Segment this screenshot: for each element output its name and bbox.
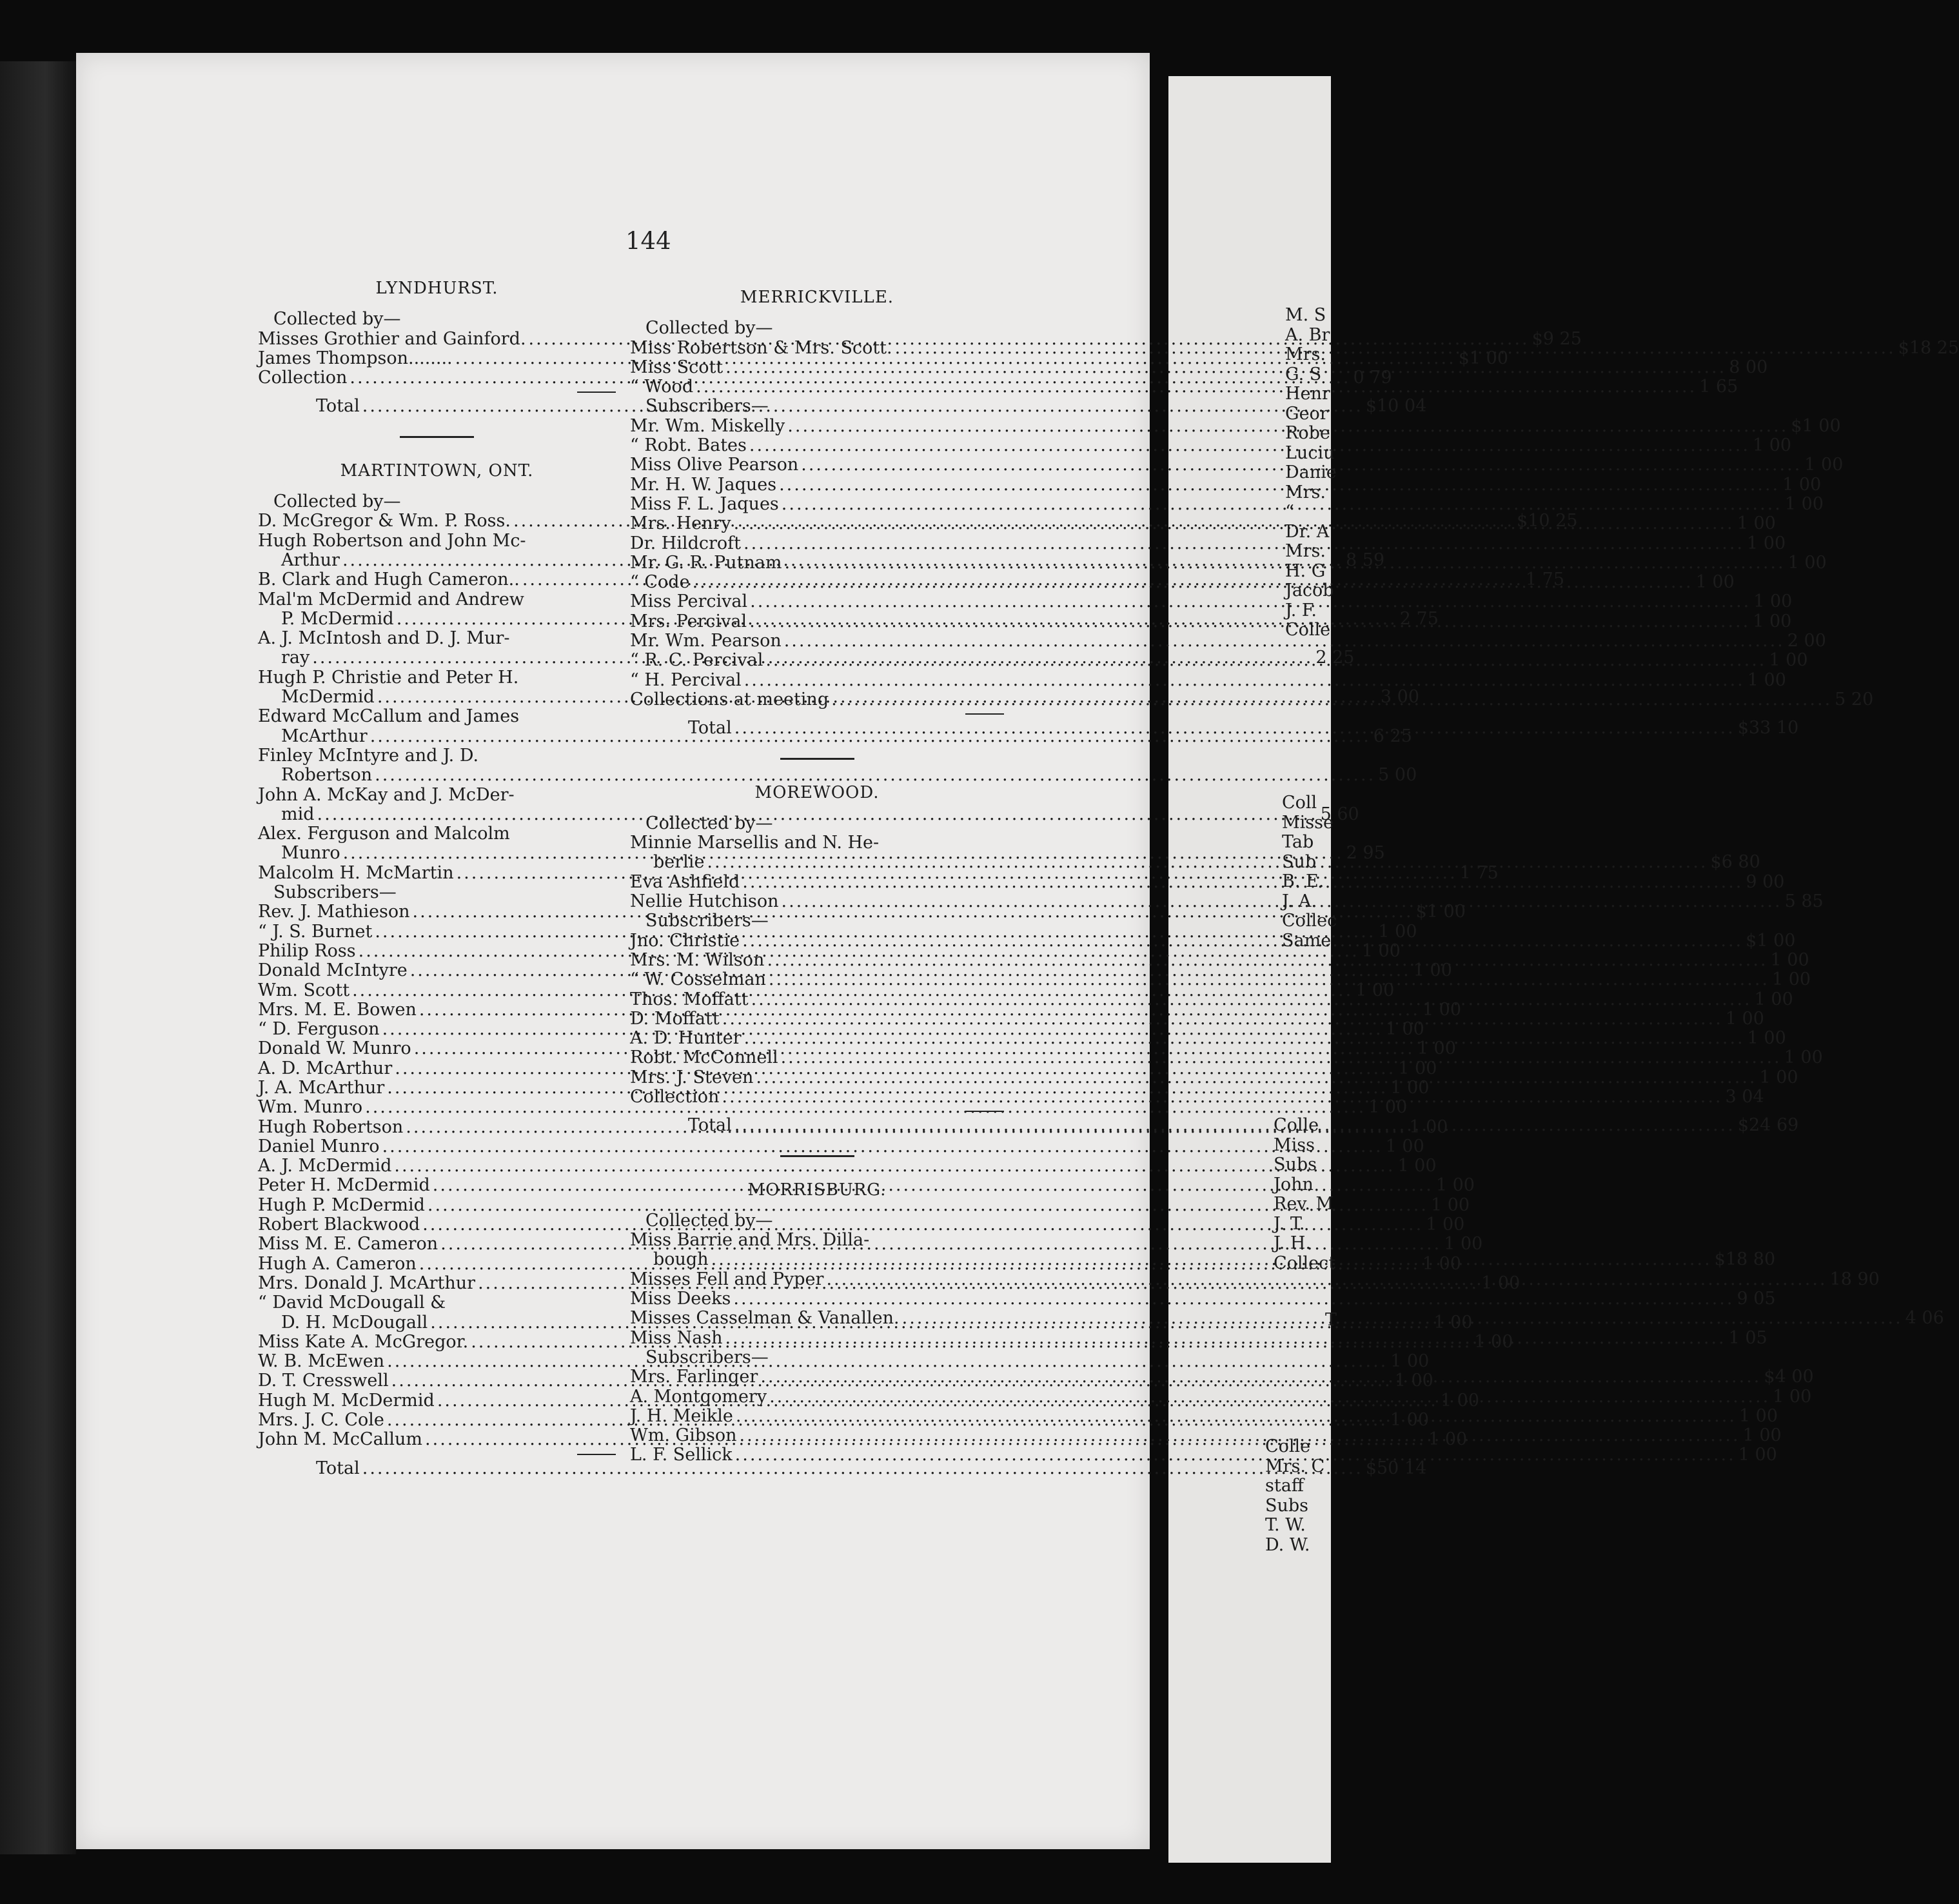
- entry-line: Mal'm McDermid and Andrew: [258, 589, 524, 610]
- entry-name: Donald McIntyre: [258, 960, 408, 981]
- subscribers-label: Subscribers—: [273, 882, 397, 903]
- entry-amount: 5 60: [1320, 804, 1359, 824]
- collected-by-label: Collected by—: [645, 318, 773, 339]
- fragment-line: Luciu: [1285, 442, 1335, 463]
- entry-name: McDermid: [281, 687, 375, 708]
- fragment-line: D. W.: [1265, 1534, 1310, 1555]
- entry-line: Minnie Marsellis and N. He-: [630, 833, 880, 853]
- entry-name: Thos. Moffatt: [630, 989, 749, 1009]
- fragment-line: J. F.: [1285, 600, 1317, 620]
- entry-amount: 1 00: [1747, 669, 1786, 690]
- entry-name: Mrs. J. Steven: [630, 1067, 754, 1087]
- fragment-line: Collec: [1282, 911, 1337, 931]
- collected-by-label: Collected by—: [273, 309, 401, 330]
- entry-amount: 1 00: [1738, 1405, 1778, 1426]
- entry-amount: 2 25: [1315, 648, 1355, 668]
- entry-amount: $18 25: [1898, 337, 1959, 358]
- entry-name: Mrs. Henry: [630, 513, 731, 534]
- fragment-line: Subs: [1265, 1495, 1309, 1516]
- section-title: MERRICKVILLE.: [740, 288, 894, 307]
- entry-amount: 1 00: [1738, 1445, 1777, 1465]
- entry-name: Robt. McConnell: [630, 1047, 778, 1068]
- book-binding: [0, 61, 76, 1854]
- entry-amount: 1 00: [1397, 1156, 1437, 1176]
- entry-amount: 1 00: [1737, 513, 1776, 534]
- entry-line: [630, 1008, 1764, 1029]
- entry-amount: 1 00: [1787, 552, 1827, 573]
- entry-amount: 1 00: [1752, 435, 1792, 456]
- total-amount: $33 10: [1737, 718, 1799, 739]
- collected-by-label: Collected by—: [645, 813, 773, 833]
- fragment-line: Jacob: [1285, 580, 1334, 600]
- entry-name: Misses Grothier and Gainford.: [258, 328, 526, 349]
- entry-amount: 1 00: [1747, 533, 1786, 553]
- extra-line: Collections at meeting ..... 5 20: [630, 690, 1004, 709]
- subscribers-label: Subscribers—: [645, 911, 769, 931]
- entry-amount: $9 25: [1531, 328, 1582, 349]
- entry-name: Misses Fell and Pyper: [630, 1269, 824, 1289]
- entry-name: Eva Ashfield: [630, 871, 740, 892]
- entry-name: Miss Kate A. McGregor.: [258, 1331, 469, 1352]
- entry-amount: 1 00: [1444, 1234, 1483, 1254]
- entry-name: Hugh M. McDermid: [258, 1390, 435, 1411]
- entry-name: D. McGregor & Wm. P. Ross.: [258, 511, 511, 531]
- entry-name: Miss F. L. Jaques: [630, 493, 779, 514]
- right-page-fragment-3: [1274, 1116, 1335, 1273]
- entry-name: ray: [281, 648, 310, 668]
- entry-line: [258, 765, 1417, 786]
- entry-amount: $18 80: [1714, 1249, 1776, 1270]
- entry-name: Mrs. Percival: [630, 611, 747, 631]
- fragment-line: Colle: [1265, 1436, 1311, 1456]
- entry-amount: 1 00: [1782, 474, 1822, 495]
- entry-name: Nellie Hutchison: [630, 891, 779, 912]
- entry-line: [630, 949, 1809, 970]
- fragment-line: Mrs. C: [1265, 1456, 1325, 1476]
- entry-amount: 1 00: [1417, 1038, 1456, 1059]
- entry-name: Daniel Munro: [258, 1136, 380, 1156]
- entry-line: [630, 1289, 1776, 1309]
- fragment-line: Collect: [1274, 1253, 1336, 1273]
- entry-line: Miss Barrie and Mrs. Dilla-: [630, 1230, 870, 1251]
- right-page-fragment-4: [1265, 1437, 1324, 1555]
- entry-name: Malcolm H. McMartin: [258, 862, 454, 883]
- right-page-fragment-2: [1282, 793, 1337, 951]
- entry-name: Wm. Munro: [258, 1097, 363, 1118]
- entry-amount: 1 00: [1413, 960, 1452, 981]
- fragment-line: G. S: [1285, 364, 1322, 384]
- entry-line: Edward McCallum and James: [258, 706, 520, 727]
- entry-name: “ R. C. Percival: [630, 650, 763, 671]
- fragment-line: John: [1274, 1174, 1314, 1195]
- entry-amount: 1 00: [1753, 591, 1793, 612]
- entry-name: “ D. Ferguson: [258, 1019, 380, 1040]
- entry-amount: 1 00: [1390, 1351, 1430, 1372]
- entry-line: [630, 989, 1793, 1009]
- entry-name: Philip Ross: [258, 940, 356, 961]
- entry-amount: 9 00: [1746, 871, 1785, 892]
- fragment-line: Rev. M: [1274, 1194, 1334, 1214]
- entry-name: Mr. Wm. Miskelly: [630, 415, 785, 436]
- entry-amount: 1 00: [1378, 921, 1417, 942]
- fragment-line: Sub: [1282, 851, 1317, 872]
- entry-amount: $6 80: [1710, 852, 1760, 873]
- entry-name: “ Wood: [630, 377, 694, 397]
- entry-amount: 4 06: [1905, 1308, 1944, 1329]
- entry-amount: 1 00: [1394, 1371, 1433, 1391]
- entry-amount: $1 00: [1791, 415, 1841, 436]
- fragment-line: Mrs.: [1285, 541, 1326, 561]
- entry-amount: 1 00: [1361, 940, 1401, 961]
- section-title: MOREWOOD.: [754, 782, 880, 802]
- entry-line: [630, 493, 1824, 514]
- fragment-line: M. S: [1285, 305, 1326, 325]
- entry-amount: 1 05: [1728, 1327, 1767, 1348]
- entry-amount: 1 00: [1474, 1331, 1513, 1352]
- entry-line: Hugh Robertson and John Mc-: [258, 530, 526, 551]
- entry-name: Mr. H. W. Jaques: [630, 474, 777, 495]
- entry-name: W. B. McEwen: [258, 1351, 385, 1372]
- fragment-line: Robe: [1285, 423, 1330, 443]
- entry-name: P. McDermid: [281, 608, 394, 629]
- total-rule: [965, 1111, 1004, 1112]
- entry-amount: 1 00: [1759, 1067, 1798, 1087]
- total-amount: $50 14: [1365, 1458, 1427, 1478]
- fragment-line: H. G: [1285, 560, 1326, 581]
- entry-amount: 8 00: [1729, 357, 1768, 377]
- total-label: Total: [688, 718, 732, 739]
- entry-name: “ H. Percival: [630, 669, 742, 690]
- total-label: Total: [688, 1115, 732, 1136]
- entry-amount: 1 00: [1426, 1215, 1465, 1235]
- entry-name: Mrs. J. C. Cole: [258, 1410, 384, 1431]
- entry-name: Wm. Gibson: [630, 1425, 737, 1446]
- entry-name: Mrs. M. Wilson: [630, 949, 765, 970]
- entry-name: “ W. Cosselman: [630, 969, 766, 990]
- entry-amount: 1 00: [1428, 1429, 1468, 1450]
- entry-amount: $4 00: [1764, 1367, 1814, 1387]
- entry-name: mid: [281, 804, 315, 824]
- entry-amount: 18 90: [1829, 1269, 1880, 1289]
- total-label: Total: [316, 1458, 360, 1478]
- entry-line: John A. McKay and J. McDer-: [258, 784, 515, 805]
- extra-line: Collection ..... 3 04: [630, 1087, 1004, 1107]
- section-divider: [780, 758, 854, 760]
- entry-name: L. F. Sellick: [630, 1445, 733, 1465]
- entry-amount: 1 00: [1440, 1390, 1480, 1411]
- fragment-line: J. T.: [1274, 1213, 1305, 1234]
- entry-line: [630, 1067, 1798, 1087]
- section-title: MARTINTOWN, ONT.: [340, 461, 534, 481]
- entry-name: Robertson: [281, 765, 373, 786]
- entry-line: Alex. Ferguson and Malcolm: [258, 824, 510, 844]
- fragment-line: J. H.: [1274, 1233, 1312, 1253]
- fragment-line: Mrs.: [1285, 482, 1326, 502]
- entry-amount: $10 25: [1517, 511, 1578, 531]
- collected-by-label: Collected by—: [273, 491, 401, 512]
- fragment-line: Danie: [1285, 462, 1337, 482]
- entry-line: Hugh P. Christie and Peter H.: [258, 667, 519, 688]
- collected-by-label: Collected by—: [645, 1210, 773, 1231]
- entry-line: [630, 669, 1786, 690]
- total-amount: $10 04: [1365, 396, 1427, 417]
- entry-name: “ Code: [630, 572, 690, 593]
- fragment-line: Miss: [1274, 1135, 1315, 1155]
- fragment-line: “: [1285, 502, 1294, 522]
- entry-name: A. Montgomery: [630, 1386, 767, 1407]
- entry-amount: 1 00: [1695, 572, 1735, 593]
- entry-name: Hugh A. Cameron: [258, 1253, 417, 1274]
- entry-name: John M. McCallum: [258, 1429, 423, 1450]
- entry-amount: 5 85: [1784, 891, 1824, 912]
- total-rule: [577, 392, 616, 393]
- section-divider: [400, 436, 474, 438]
- entry-name: “ J. S. Burnet: [258, 921, 373, 942]
- entry-amount: 1 00: [1398, 1058, 1437, 1078]
- entry-amount: 1 00: [1385, 1019, 1424, 1040]
- entry-line: [630, 1047, 1823, 1068]
- entry-amount: 1 00: [1390, 1077, 1430, 1098]
- entry-amount: 3 00: [1380, 687, 1420, 708]
- entry-name: J. H. Meikle: [630, 1405, 733, 1426]
- entry-amount: 6 25: [1373, 726, 1412, 746]
- section-title: MORRISBURG.: [747, 1180, 887, 1200]
- entry-name: Miss Scott: [630, 357, 724, 377]
- entry-amount: 1 00: [1390, 1410, 1430, 1431]
- fragment-line: T: [1325, 1310, 1337, 1330]
- entry-name: Collection: [258, 368, 348, 388]
- entry-amount: 1 00: [1725, 1008, 1764, 1029]
- entry-name: A. J. McDermid: [258, 1156, 392, 1176]
- right-page-fragment-3b: [1325, 1311, 1337, 1331]
- entry-amount: 1 75: [1525, 570, 1565, 590]
- entry-amount: 1 00: [1433, 1312, 1473, 1333]
- fragment-line: Geor: [1285, 403, 1328, 424]
- entry-line: [630, 1028, 1786, 1049]
- entry-name: berlie: [653, 852, 705, 873]
- entry-amount: 9 05: [1737, 1289, 1776, 1309]
- entry-name: Misses Casselman & Vanallen.: [630, 1308, 900, 1329]
- fragment-line: B. E.: [1282, 871, 1324, 891]
- total-rule: [577, 1454, 616, 1455]
- entry-line: [630, 1386, 1812, 1407]
- fragment-line: Tab: [1282, 832, 1314, 852]
- entry-amount: $1 00: [1458, 348, 1508, 368]
- page-number: 144: [625, 227, 671, 255]
- total-rule: [965, 713, 1004, 715]
- fragment-line: Mrs.: [1285, 344, 1326, 364]
- section-divider: [780, 1155, 854, 1157]
- subscribers-label: Subscribers—: [645, 396, 769, 417]
- entry-amount: 1 00: [1773, 1386, 1812, 1407]
- entry-amount: 1 00: [1355, 980, 1395, 1000]
- section-title: LYNDHURST.: [375, 279, 498, 298]
- entry-amount: 2 95: [1346, 843, 1385, 864]
- entry-amount: 1 00: [1368, 1097, 1408, 1118]
- entry-name: Hugh Robertson: [258, 1116, 404, 1137]
- entry-amount: 1 00: [1435, 1175, 1475, 1196]
- entry-name: Dr. Hildcroft: [630, 533, 741, 553]
- entry-amount: 1 00: [1770, 949, 1809, 970]
- entry-amount: 1 00: [1804, 455, 1844, 475]
- entry-name: Peter H. McDermid: [258, 1175, 430, 1196]
- entry-amount: 1 00: [1385, 1136, 1424, 1156]
- entry-line: [630, 631, 1826, 651]
- entry-line: Finley McIntyre and J. D.: [258, 745, 479, 766]
- entry-name: A. D. Hunter: [630, 1028, 742, 1049]
- entry-name: Mr. Wm. Pearson: [630, 631, 782, 651]
- entry-name: A. D. McArthur: [258, 1058, 393, 1078]
- entry-name: Miss Robertson & Mrs. Scott.: [630, 337, 892, 358]
- fragment-line: Coll: [1282, 793, 1317, 813]
- entry-amount: 1 00: [1409, 1116, 1448, 1137]
- entry-name: D. Moffatt: [630, 1008, 720, 1029]
- entry-amount: 1 00: [1430, 1195, 1470, 1215]
- entry-line: [258, 1097, 1408, 1118]
- entry-name: J. A. McArthur: [258, 1077, 385, 1098]
- entry-amount: 2 00: [1787, 631, 1826, 651]
- subscribers-label: Subscribers—: [645, 1347, 769, 1367]
- fragment-line: Subs: [1274, 1155, 1317, 1175]
- fragment-line: A. Br: [1285, 324, 1330, 345]
- entry-name: D. H. McDougall: [281, 1312, 428, 1333]
- entry-name: James Thompson........: [258, 348, 453, 368]
- entry-name: Miss Olive Pearson: [630, 455, 799, 475]
- entry-amount: 2 75: [1399, 608, 1439, 629]
- entry-name: Wm. Scott: [258, 980, 350, 1000]
- entry-name: Mr. G. R. Putnam: [630, 552, 782, 573]
- fragment-line: Misse: [1282, 812, 1334, 833]
- entry-name: “ Robt. Bates: [630, 435, 747, 456]
- entry-name: Miss Deeks: [630, 1289, 731, 1309]
- entry-name: B. Clark and Hugh Cameron..: [258, 570, 520, 590]
- entry-amount: 1 00: [1481, 1273, 1521, 1293]
- entry-name: Munro: [281, 843, 340, 864]
- entry-amount: 5 00: [1378, 765, 1417, 786]
- entry-name: Miss M. E. Cameron: [258, 1234, 438, 1254]
- fragment-line: Colle: [1285, 620, 1331, 640]
- entry-name: Mrs. Donald J. McArthur: [258, 1273, 476, 1293]
- fragment-line: Dr. A: [1285, 521, 1330, 542]
- entry-name: Hugh P. McDermid: [258, 1195, 425, 1215]
- entry-amount: 1 00: [1753, 611, 1792, 631]
- entry-line: “ David McDougall &: [258, 1293, 446, 1313]
- entry-name: Donald W. Munro: [258, 1038, 411, 1059]
- entry-amount: 1 00: [1742, 1425, 1782, 1446]
- total-label: Total: [316, 396, 360, 417]
- right-page-fragment-1: [1285, 306, 1337, 640]
- entry-name: bough: [653, 1249, 709, 1270]
- entry-amount: 1 00: [1422, 999, 1462, 1020]
- entry-amount: $1 00: [1746, 930, 1796, 951]
- entry-name: Miss Percival: [630, 591, 748, 612]
- entry-amount: 1 00: [1747, 1028, 1786, 1049]
- entry-line: A. J. McIntosh and D. J. Mur-: [258, 628, 510, 649]
- total-amount: $24 69: [1737, 1115, 1799, 1136]
- entry-line: [630, 969, 1811, 990]
- entry-amount: 1 75: [1459, 862, 1499, 883]
- entry-line: [630, 1405, 1778, 1426]
- entry-amount: 1 00: [1784, 493, 1824, 514]
- entry-amount: 8 59: [1346, 550, 1385, 570]
- entry-amount: 1 65: [1699, 377, 1738, 397]
- entry-amount: 1 00: [1422, 1253, 1461, 1274]
- entry-amount: $1 00: [1415, 902, 1466, 922]
- entry-name: Mrs. M. E. Bowen: [258, 999, 417, 1020]
- entry-name: McArthur: [281, 726, 368, 746]
- fragment-line: Colle: [1274, 1115, 1319, 1135]
- entry-amount: 1 00: [1771, 969, 1811, 990]
- fragment-line: Henr: [1285, 384, 1330, 404]
- entry-name: Mrs. Farlinger: [630, 1367, 758, 1387]
- fragment-line: Same: [1282, 930, 1332, 951]
- entry-name: D. T. Cresswell: [258, 1371, 389, 1391]
- entry-name: Robert Blackwood: [258, 1215, 420, 1235]
- entry-name: Rev. J. Mathieson: [258, 902, 410, 922]
- entry-amount: 1 00: [1769, 650, 1808, 671]
- entry-name: Arthur: [281, 550, 340, 570]
- entry-amount: 1 00: [1754, 989, 1793, 1009]
- fragment-line: J. A.: [1282, 891, 1317, 911]
- fragment-line: staff: [1265, 1476, 1304, 1496]
- entry-amount: 0 79: [1353, 368, 1392, 388]
- entry-name: Jno. Christie: [630, 930, 740, 951]
- entry-amount: 1 00: [1784, 1047, 1823, 1068]
- fragment-line: T. W.: [1265, 1515, 1306, 1535]
- entry-name: Miss Nash: [630, 1327, 723, 1348]
